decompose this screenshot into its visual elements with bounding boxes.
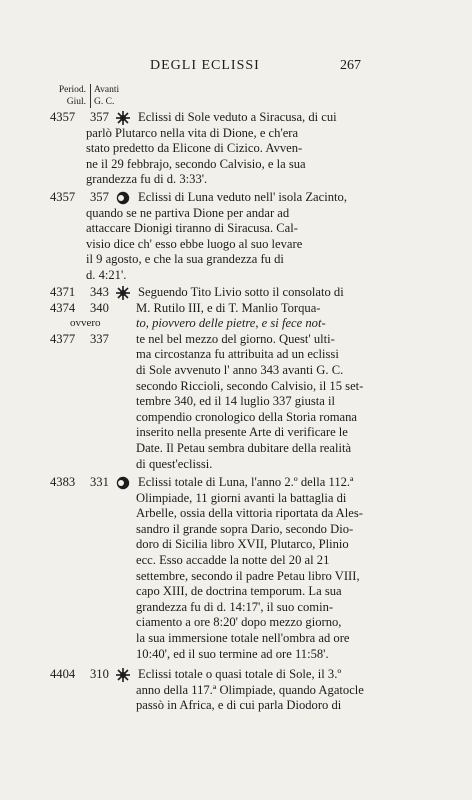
julian-year: 4404 [50, 667, 76, 681]
julian-year-alt2: 4377 [50, 331, 76, 346]
year-bc: 310 [90, 667, 109, 681]
eclipse-entry: 4357 357 Eclissi di Luna veduto nell' isola Zacinto, quando se ne partiva Dione per andar ad attaccare Dionigi tiranno di Siracusa. Cal- visio dice ch' esso ebbe luogo al suo levare il 9 agosto, e che la sua grandezza fu di d. 4:21'. [50, 190, 347, 282]
julian-year: 4357 [50, 190, 76, 204]
sun-eclipse-icon [116, 668, 130, 682]
year-bc: 343 [90, 285, 109, 299]
julian-year: 4371 [50, 285, 76, 299]
year-bc: 331 [90, 475, 109, 489]
year-bc-alt2: 337 [90, 331, 109, 346]
eclipse-entry: 4371 343 4374 340 ovvero 4377 337 Seguendo Tito Livio sotto il consolato di M. Rutilo III, e di T. Manlio Torqua- to, piovvero delle pietre, e si fece not- te nel bel mezzo del giorno. Quest' ulti- ma circostanza fu attribuita ad un eclissi di Sole avvenuto l' anno 343 avanti G. C. secondo Riccioli, secondo Calvisio, il 15 set- tembre 340, ed il 14 luglio 337 giusta il compendio cronologico della Storia romana inserito nella presente Arte di verificare le Date. Il Petau sembra dubitare della realità di quest'eclissi. [50, 285, 364, 471]
julian-year: 4383 [50, 475, 76, 489]
page-header [0, 58, 472, 78]
julian-year: 4357 [50, 110, 76, 124]
moon-eclipse-icon [116, 191, 130, 205]
eclipse-entry: 4383 331 Eclissi totale di Luna, l'anno 2.º della 112.ª Olimpiade, 11 giorni avanti la battaglia di Arbelle, ossia della vittoria riportata da Ales- sandro il grande sopra Dario, secondo Dio- doro di Sicilia libro XVII, Plutarco, Plinio ecc. Esso accadde la notte del 20 al 21 settembre, secondo il padre Petau libro VIII, capo XIII, de doctrina temporum. La sua grandezza fu di d. 14:17', il suo comin- ciamento a ore 8:20' dopo mezzo giorno, la sua immersione totale nell'ombra ad ore 10:40', ed il suo termine ad ore 11:58'. [50, 475, 363, 661]
sun-eclipse-icon [116, 111, 130, 125]
eclipse-entry: 4357 357 Eclissi di Sole veduto a Siracusa, di cui parlò Plutarco nella vita di Dione, e ch'era stato predetto da Elicone di Cizico. Avven- ne il 29 febbrajo, secondo Calvisio, e la sua grandezza fu di d. 3:33'. [50, 110, 337, 187]
year-bc-alt: 340 [90, 300, 109, 315]
year-bc: 357 [90, 190, 109, 204]
eclipse-entry: 4404 310 Eclissi totale o quasi totale di Sole, il 3.º anno della 117.ª Olimpiade, quando Agatocle passò in Africa, e di cui parla Diodoro di [50, 667, 364, 713]
sun-eclipse-icon [116, 286, 130, 300]
column-header-before-christ: Avanti G. C. [90, 84, 130, 108]
ovvero-label: ovvero [70, 317, 101, 330]
column-headers [50, 84, 130, 110]
page-number: 267 [340, 58, 361, 73]
julian-year-alt: 4374 [50, 300, 76, 315]
running-title: DEGLI ECLISSI [150, 58, 260, 73]
moon-eclipse-icon [116, 476, 130, 490]
year-bc: 357 [90, 110, 109, 124]
column-header-period: Period. Giul. [58, 85, 86, 107]
